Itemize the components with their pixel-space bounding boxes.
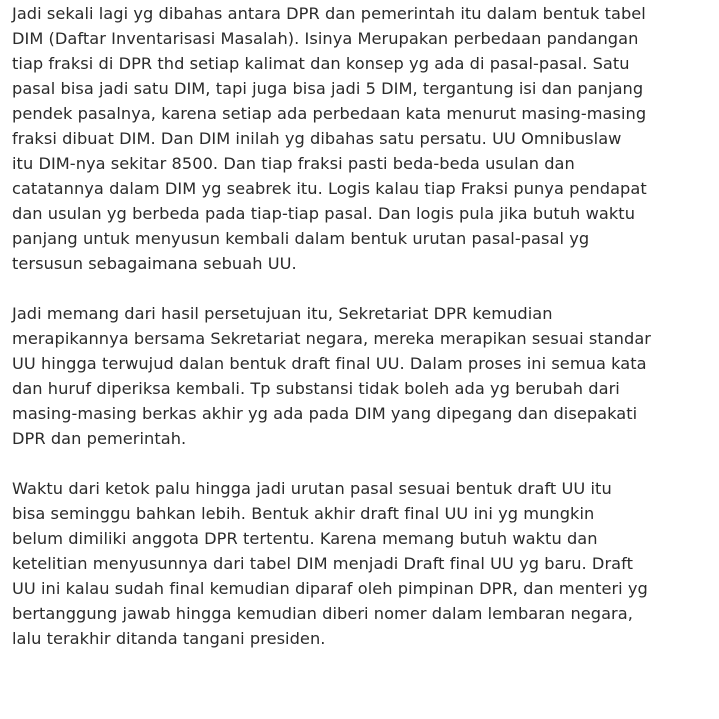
text-line: Waktu dari ketok palu hingga jadi urutan pasal sesuai bentuk draft UU itu	[12, 479, 612, 498]
text-line: catatannya dalam DIM yg seabrek itu. Logis kalau tiap Fraksi punya pendapat	[12, 179, 647, 198]
text-line: tersusun sebagaimana sebuah UU.	[12, 254, 297, 273]
text-line: fraksi dibuat DIM. Dan DIM inilah yg dibahas satu persatu. UU Omnibuslaw	[12, 129, 622, 148]
paragraph-2	[12, 301, 717, 451]
text-line: pendek pasalnya, karena setiap ada perbedaan kata menurut masing-masing	[12, 104, 647, 123]
text-line: lalu terakhir ditanda tangani presiden.	[12, 629, 326, 648]
post-text	[12, 0, 717, 651]
text-line: Jadi sekali lagi yg dibahas antara DPR dan pemerintah itu dalam bentuk tabel	[12, 4, 646, 23]
text-line: pasal bisa jadi satu DIM, tapi juga bisa jadi 5 DIM, tergantung isi dan panjang	[12, 79, 644, 98]
text-line: panjang untuk menyusun kembali dalam bentuk urutan pasal-pasal yg	[12, 229, 590, 248]
paragraph-gap	[12, 276, 717, 301]
text-line: ketelitian menyusunnya dari tabel DIM menjadi Draft final UU yg baru. Draft	[12, 554, 633, 573]
text-line: DIM (Daftar Inventarisasi Masalah). Isinya Merupakan perbedaan pandangan	[12, 29, 639, 48]
text-line: dan usulan yg berbeda pada tiap-tiap pasal. Dan logis pula jika butuh waktu	[12, 204, 635, 223]
paragraph-gap	[12, 451, 717, 476]
text-line: bisa seminggu bahkan lebih. Bentuk akhir draft final UU ini yg mungkin	[12, 504, 595, 523]
text-line: UU hingga terwujud dalan bentuk draft final UU. Dalam proses ini semua kata	[12, 354, 647, 373]
text-line: UU ini kalau sudah final kemudian diparaf oleh pimpinan DPR, dan menteri yg	[12, 579, 648, 598]
text-line: belum dimiliki anggota DPR tertentu. Karena memang butuh waktu dan	[12, 529, 598, 548]
text-line: merapikannya bersama Sekretariat negara, mereka merapikan sesuai standar	[12, 329, 651, 348]
text-line: bertanggung jawab hingga kemudian diberi nomer dalam lembaran negara,	[12, 604, 633, 623]
text-line: masing-masing berkas akhir yg ada pada DIM yang dipegang dan disepakati	[12, 404, 638, 423]
text-line: tiap fraksi di DPR thd setiap kalimat dan konsep yg ada di pasal-pasal. Satu	[12, 54, 630, 73]
text-line: DPR dan pemerintah.	[12, 429, 187, 448]
text-line: dan huruf diperiksa kembali. Tp substansi tidak boleh ada yg berubah dari	[12, 379, 620, 398]
paragraph-1	[12, 0, 717, 276]
paragraph-3	[12, 476, 717, 651]
text-line: Jadi memang dari hasil persetujuan itu, Sekretariat DPR kemudian	[12, 304, 553, 323]
text-line: itu DIM-nya sekitar 8500. Dan tiap fraksi pasti beda-beda usulan dan	[12, 154, 575, 173]
